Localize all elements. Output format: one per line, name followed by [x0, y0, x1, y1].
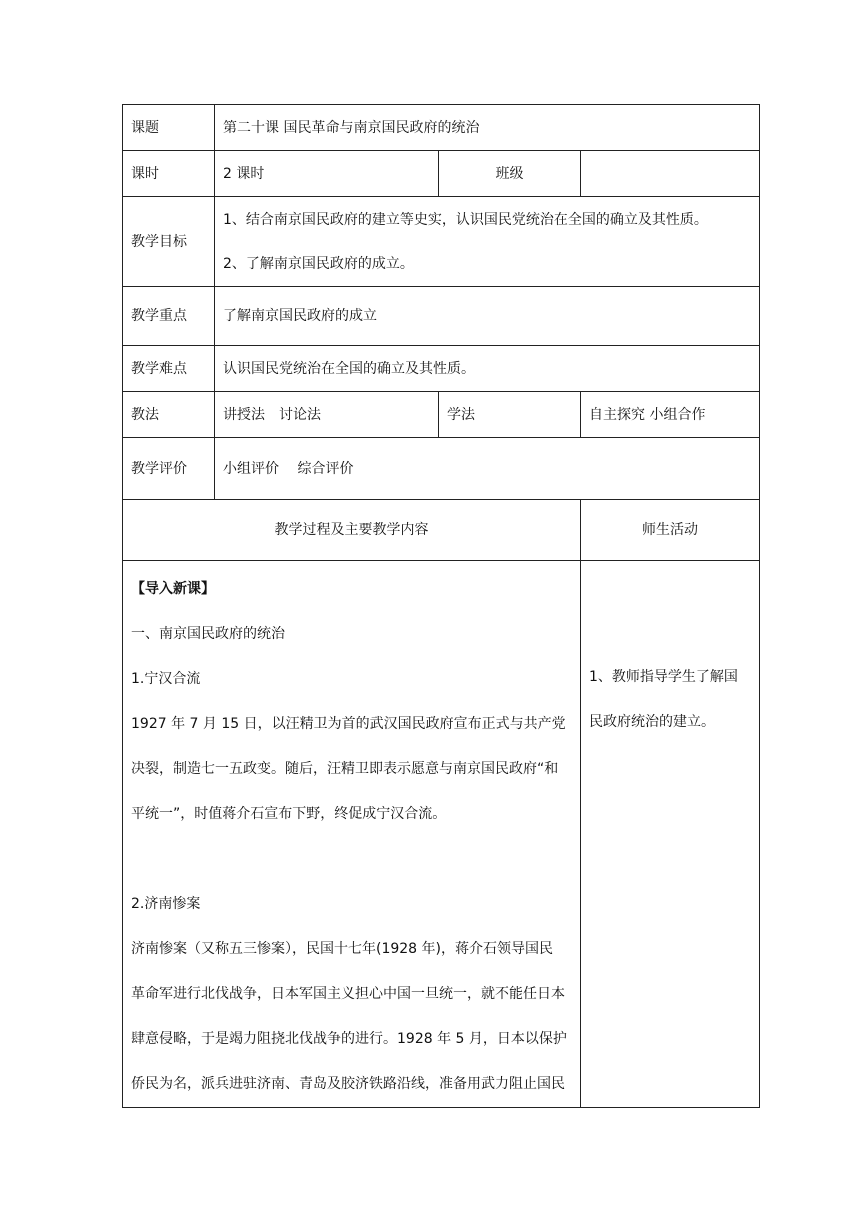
- paragraph-line: 济南惨案（又称五三惨案），民国十七年(1928 年)，蒋介石领导国民: [131, 941, 554, 957]
- key-value: 了解南京国民政府的成立: [215, 287, 760, 346]
- topic-label: 课题: [123, 105, 215, 151]
- subsection-title: 2.济南惨案: [131, 896, 201, 912]
- activity-content: [581, 561, 760, 1108]
- row-process-header: [123, 500, 760, 561]
- paragraph-line: 肆意侵略，于是竭力阻挠北伐战争的进行。1928 年 5 月，日本以保护: [131, 1031, 567, 1047]
- eval-value: 小组评价 综合评价: [215, 438, 760, 500]
- process-content: [123, 561, 581, 1108]
- method-value: 讲授法 讨论法: [215, 392, 439, 438]
- paragraph-line: 侨民为名，派兵进驻济南、青岛及胶济铁路沿线，准备用武力阻止国民: [131, 1076, 565, 1092]
- paragraph-line: 平统一”，时值蒋介石宣布下野，终促成宁汉合流。: [131, 806, 447, 822]
- difficulty-value: 认识国民党统治在全国的确立及其性质。: [215, 346, 760, 392]
- activity-line: 民政府统治的建立。: [589, 714, 715, 730]
- goals-label: 教学目标: [123, 197, 215, 287]
- class-value: [581, 151, 760, 197]
- row-topic: [123, 105, 760, 151]
- goals-cell: [215, 197, 760, 287]
- section-intro: 【导入新课】: [131, 581, 215, 597]
- hours-value: 2 课时: [215, 151, 439, 197]
- difficulty-label: 教学难点: [123, 346, 215, 392]
- paragraph-line: 革命军进行北伐战争，日本军国主义担心中国一旦统一，就不能任日本: [131, 986, 565, 1002]
- subsection-title: 1.宁汉合流: [131, 671, 201, 687]
- topic-value: 第二十课 国民革命与南京国民政府的统治: [215, 105, 760, 151]
- row-goals: [123, 197, 760, 287]
- row-hours: [123, 151, 760, 197]
- method-label: 教法: [123, 392, 215, 438]
- process-header: 教学过程及主要教学内容: [123, 500, 581, 561]
- goal-item: 2、了解南京国民政府的成立。: [223, 255, 414, 272]
- eval-label: 教学评价: [123, 438, 215, 500]
- row-key: [123, 287, 760, 346]
- activity-line: 1、教师指导学生了解国: [589, 669, 738, 685]
- paragraph-line: 决裂，制造七一五政变。随后，汪精卫即表示愿意与南京国民政府“和: [131, 761, 559, 777]
- row-content: [123, 561, 760, 1108]
- hours-label: 课时: [123, 151, 215, 197]
- spacer: [131, 837, 574, 882]
- study-label: 学法: [439, 392, 581, 438]
- row-difficulty: [123, 346, 760, 392]
- row-evaluation: [123, 438, 760, 500]
- study-value: 自主探究 小组合作: [581, 392, 760, 438]
- key-label: 教学重点: [123, 287, 215, 346]
- activity-header: 师生活动: [581, 500, 760, 561]
- paragraph-line: 1927 年 7 月 15 日，以汪精卫为首的武汉国民政府宣布正式与共产党: [131, 716, 566, 732]
- goal-item: 1、结合南京国民政府的建立等史实，认识国民党统治在全国的确立及其性质。: [223, 211, 708, 228]
- section-heading: 一、南京国民政府的统治: [131, 626, 285, 642]
- class-label: 班级: [439, 151, 581, 197]
- lesson-plan-table: [122, 104, 760, 1108]
- row-method: [123, 392, 760, 438]
